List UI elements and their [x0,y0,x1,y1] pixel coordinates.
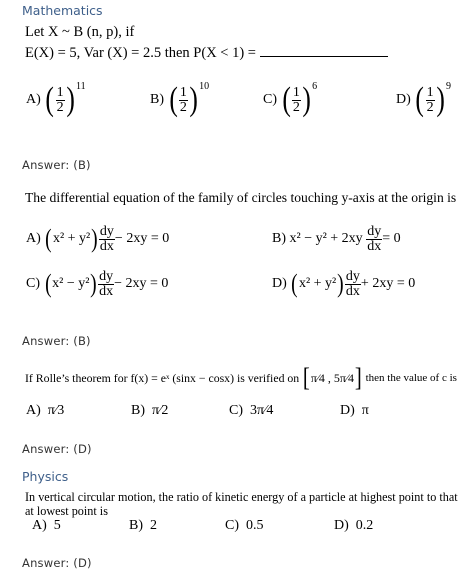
left-paren: ( [45,81,55,118]
q2-answer: Answer: (B) [22,334,91,348]
option-letter: D) [334,518,349,533]
denominator: dx [99,238,114,254]
left-paren: ( [45,224,52,253]
expression: x² − y² + 2xy [289,231,363,246]
q4-option-d [334,518,373,534]
q3-tail: then the value of c is [365,372,457,384]
option-letter: A) [32,518,47,533]
q4-option-c [225,518,264,534]
q3-option-b [131,403,168,419]
option-value: 3π⁄4 [250,403,274,418]
fraction [179,86,188,115]
q2-option-b [272,219,401,259]
denominator: 2 [426,99,434,115]
denominator: 2 [179,99,187,115]
option-letter: D) [272,276,287,291]
denominator: 2 [292,99,300,115]
option-value: π⁄3 [47,403,65,418]
option-letter: B) [272,231,286,246]
option-letter: D) [340,403,355,418]
derivative [99,225,115,254]
expression: x² + y² [298,276,337,291]
right-paren: ) [91,224,98,253]
left-bracket: [ [303,363,310,392]
option-value: 0.5 [246,518,264,533]
q2-option-d [272,264,415,304]
fraction [426,86,435,115]
right-paren: ) [66,81,75,118]
numerator: dy [367,223,382,239]
q1-option-d [396,79,451,121]
exponent: 6 [312,80,318,92]
exponent: 10 [199,80,210,92]
expression: x² + y² [52,231,91,246]
q1-option-b [150,79,209,121]
q3-text [25,365,457,391]
q1-answer-blank [260,55,388,57]
option-letter: B) [129,518,143,533]
q4-answer: Answer: (D) [22,556,92,570]
q1-line2-text: E(X) = 5, Var (X) = 2.5 then P(X < 1) = [25,45,256,61]
q1-option-a [26,79,86,121]
option-letter: B) [150,92,164,107]
q3-answer: Answer: (D) [22,442,92,456]
q1-line2 [25,45,388,62]
q3-option-d [340,403,369,419]
section-title-mathematics: Mathematics [22,3,103,18]
q1-option-c [263,79,317,121]
option-letter: C) [26,276,40,291]
option-letter: A) [26,92,41,107]
option-value: 2 [150,518,157,533]
fraction [56,86,65,115]
q3-option-c [229,403,273,419]
q3-interval: π⁄4 , 5π⁄4 [310,370,354,385]
q4-option-b [129,518,157,534]
denominator: dx [367,238,382,254]
left-paren: ( [415,81,425,118]
expression-rest: = 0 [382,231,401,246]
denominator: 2 [56,99,64,115]
right-paren: ) [90,269,98,298]
numerator: 1 [56,84,64,100]
derivative [366,225,382,254]
option-letter: D) [396,92,411,107]
expression-rest: + 2xy = 0 [360,276,416,291]
option-letter: B) [131,403,145,418]
option-value: 5 [53,518,61,533]
left-paren: ( [44,269,52,298]
option-letter: A) [26,403,41,418]
numerator: dy [99,223,114,239]
numerator: 1 [179,84,187,100]
option-value: 0.2 [355,518,374,533]
option-value: π [361,403,369,418]
denominator: dx [345,283,360,299]
option-value: π⁄2 [152,403,169,418]
derivative [345,270,361,299]
option-letter: C) [225,518,239,533]
q2-text: The differential equation of the family of circles touching y-axis at the origin is [25,190,457,205]
numerator: 1 [426,84,434,100]
q3-stem: If Rolle’s theorem for f(x) = eˣ (sinx − cosx) is verified on [25,370,300,385]
option-letter: C) [229,403,243,418]
q2-option-a [26,219,169,259]
exponent: 9 [445,80,451,92]
numerator: dy [99,268,114,284]
option-letter: C) [263,92,277,107]
left-paren: ( [281,81,291,118]
expression-rest: − 2xy = 0 [114,231,170,246]
exponent: 11 [75,80,86,92]
q4-text: In vertical circular motion, the ratio of kinetic energy of a particle at highest point to that at lowest point is [25,490,458,518]
q1-answer: Answer: (B) [22,158,91,172]
q4-option-a [32,518,61,534]
right-paren: ) [436,81,445,118]
denominator: dx [99,283,114,299]
q3-option-a [26,403,64,419]
numerator: 1 [292,84,300,100]
left-paren: ( [291,269,298,298]
q2-option-c [26,264,168,304]
section-title-physics: Physics [22,469,69,484]
q1-line1: Let X ~ B (n, p), if [25,24,135,40]
fraction [292,86,301,115]
right-bracket: ] [354,363,362,392]
option-letter: A) [26,231,41,246]
derivative [98,270,114,299]
right-paren: ) [189,81,198,118]
left-paren: ( [168,81,178,118]
expression-rest: − 2xy = 0 [114,276,169,291]
expression: x² − y² [52,276,90,291]
right-paren: ) [337,269,344,298]
numerator: dy [345,268,360,284]
right-paren: ) [302,81,311,118]
